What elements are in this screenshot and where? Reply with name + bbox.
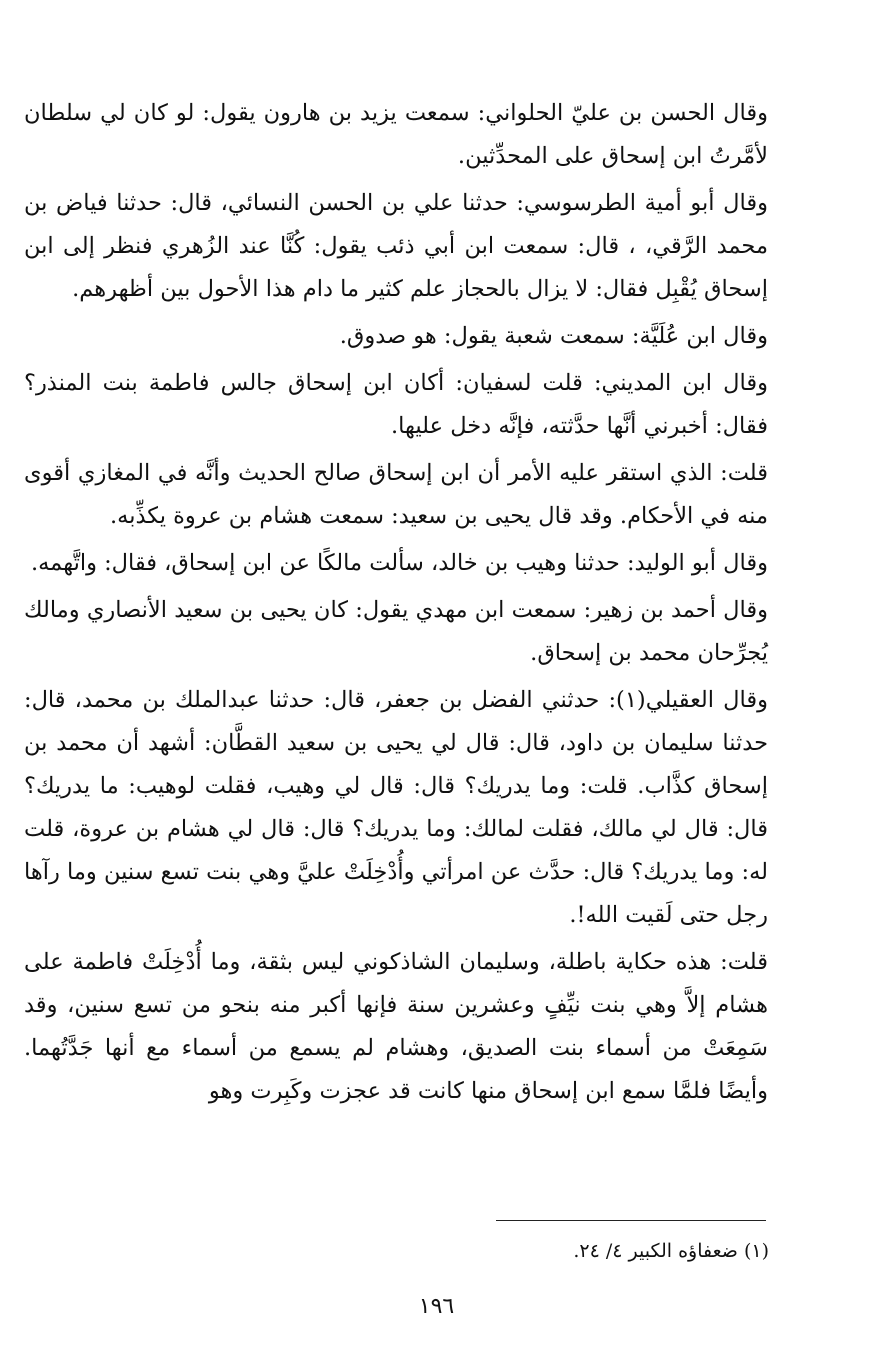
paragraph-3: وقال ابن عُلَيَّة: سمعت شعبة يقول: هو صدوق.	[339, 323, 768, 349]
footnote: (١) ضعفاؤه الكبير ٤/ ٢٤.	[573, 1240, 769, 1262]
page-number: ١٩٦	[418, 1294, 455, 1319]
paragraph-6: وقال أبو الوليد: حدثنا وهيب بن خالد، سألت مالكًا عن ابن إسحاق، فقال: واتَّهمه.	[30, 550, 768, 576]
paragraph-5: قلت: الذي استقر عليه الأمر أن ابن إسحاق صالح الحديث وأنَّه في المغازي أقوى منه في الأحكام. وقد قال يحيى بن سعيد: سمعت هشام بن عروة يكذِّبه.	[24, 460, 768, 529]
paragraph-7: وقال أحمد بن زهير: سمعت ابن مهدي يقول: كان يحيى بن سعيد الأنصاري ومالك يُجرِّحان محمد بن إسحاق.	[24, 597, 768, 666]
paragraph-4: وقال ابن المديني: قلت لسفيان: أكان ابن إسحاق جالس فاطمة بنت المنذر؟ فقال: أخبرني أنَّها حدَّثته، فإنَّه دخل عليها.	[24, 370, 768, 439]
footnote-separator	[496, 1220, 766, 1221]
paragraph-2: وقال أبو أمية الطرسوسي: حدثنا علي بن الحسن النسائي، قال: حدثنا فياض بن محمد الرَّقي، ، قال: سمعت ابن أبي ذئب يقول: كُنَّا عند الزُهري فنظر إلى ابن إسحاق يُقْبِل فقال: لا يزال بالحجاز علم كثير ما دام هذا الأحول بين أظهرهم.	[24, 190, 768, 302]
paragraph-9: قلت: هذه حكاية باطلة، وسليمان الشاذكوني ليس بثقة، وما أُدْخِلَتْ فاطمة على هشام إلاَّ وهي بنت نيِّفٍ وعشرين سنة فإنها أكبر منه بنحو من تسع سنين، وقد سَمِعَتْ من أسماء بنت الصديق، وهشام لم يسمع من أسماء مع أنها جَدَّتُهما. وأيضًا فلمَّا سمع ابن إسحاق منها كانت قد عجزت وكَبِرت وهو	[24, 949, 768, 1104]
page-body	[24, 92, 768, 1117]
paragraph-8: وقال العقيلي(١): حدثني الفضل بن جعفر، قال: حدثنا عبدالملك بن محمد، قال: حدثنا سليمان بن داود، قال: قال لي يحيى بن سعيد القطَّان: أشهد أن محمد بن إسحاق كذَّاب. قلت: وما يدريك؟ قال: قال لي وهيب، فقلت لوهيب: ما يدريك؟ قال: قال لي مالك، فقلت لمالك: وما يدريك؟ قال: قال لي هشام بن عروة، قلت له: وما يدريك؟ قال: حدَّث عن امرأتي وأُدْخِلَتْ عليَّ وهي بنت تسع سنين وما رآها رجل حتى لَقيت الله!.	[24, 687, 768, 928]
paragraph-1: وقال الحسن بن عليّ الحلواني: سمعت يزيد بن هارون يقول: لو كان لي سلطان لأمَّرتُ ابن إسحاق على المحدِّثين.	[24, 100, 768, 169]
